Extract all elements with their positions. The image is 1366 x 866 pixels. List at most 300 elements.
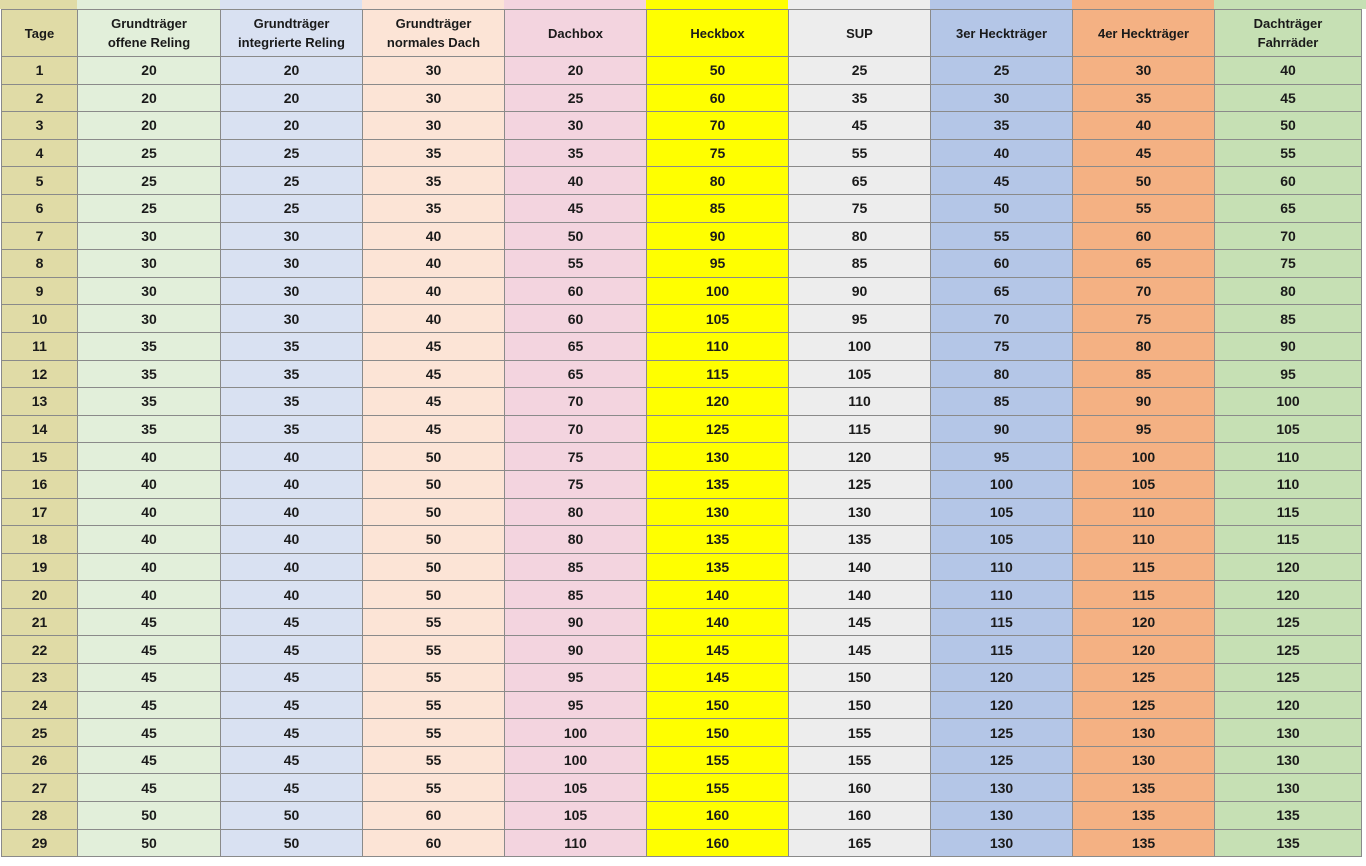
price-cell: 130 — [647, 443, 789, 471]
price-cell: 85 — [1073, 360, 1215, 388]
strip-segment — [504, 0, 646, 9]
price-cell: 45 — [78, 719, 221, 747]
table-row — [2, 415, 1362, 443]
price-cell: 50 — [78, 802, 221, 830]
price-cell: 75 — [931, 332, 1073, 360]
table-row — [2, 608, 1362, 636]
price-cell: 40 — [505, 167, 647, 195]
price-cell: 30 — [221, 222, 363, 250]
price-cell: 130 — [647, 498, 789, 526]
price-cell: 135 — [1073, 829, 1215, 857]
strip-segment — [220, 0, 362, 9]
price-cell: 60 — [505, 277, 647, 305]
column-header — [78, 10, 221, 57]
price-cell: 30 — [221, 305, 363, 333]
price-cell: 95 — [789, 305, 931, 333]
price-cell: 115 — [1215, 526, 1362, 554]
price-cell: 80 — [505, 526, 647, 554]
price-cell: 60 — [1215, 167, 1362, 195]
price-cell: 30 — [221, 250, 363, 278]
price-cell: 25 — [78, 167, 221, 195]
price-cell: 100 — [647, 277, 789, 305]
day-cell: 23 — [2, 664, 78, 692]
column-header-line: Dachträger — [1253, 16, 1323, 31]
price-cell: 40 — [363, 305, 505, 333]
table-row — [2, 167, 1362, 195]
price-cell: 30 — [363, 112, 505, 140]
price-cell: 40 — [78, 553, 221, 581]
price-cell: 45 — [363, 332, 505, 360]
price-cell: 30 — [78, 277, 221, 305]
price-cell: 25 — [931, 57, 1073, 85]
price-cell: 70 — [647, 112, 789, 140]
day-cell: 9 — [2, 277, 78, 305]
price-cell: 110 — [931, 581, 1073, 609]
price-cell: 40 — [78, 526, 221, 554]
price-cell: 45 — [78, 608, 221, 636]
price-cell: 75 — [505, 443, 647, 471]
price-cell: 90 — [1073, 388, 1215, 416]
price-cell: 115 — [1073, 553, 1215, 581]
price-cell: 40 — [78, 581, 221, 609]
price-cell: 55 — [363, 664, 505, 692]
price-cell: 50 — [363, 498, 505, 526]
price-cell: 135 — [647, 553, 789, 581]
column-header-line: Dachbox — [548, 25, 603, 41]
price-cell: 165 — [789, 829, 931, 857]
price-cell: 60 — [1073, 222, 1215, 250]
price-cell: 40 — [1215, 57, 1362, 85]
price-cell: 80 — [1073, 332, 1215, 360]
price-cell: 40 — [78, 498, 221, 526]
price-cell: 120 — [789, 443, 931, 471]
price-cell: 135 — [1215, 802, 1362, 830]
price-cell: 60 — [647, 84, 789, 112]
price-cell: 35 — [363, 194, 505, 222]
price-cell: 80 — [789, 222, 931, 250]
price-cell: 45 — [1073, 139, 1215, 167]
strip-segment — [930, 0, 1072, 9]
price-cell: 45 — [363, 360, 505, 388]
table-row — [2, 691, 1362, 719]
price-cell: 45 — [363, 415, 505, 443]
table-row — [2, 57, 1362, 85]
price-cell: 20 — [221, 57, 363, 85]
day-cell: 21 — [2, 608, 78, 636]
price-cell: 55 — [363, 774, 505, 802]
price-cell: 120 — [931, 664, 1073, 692]
column-header — [789, 10, 931, 57]
column-header — [363, 10, 505, 57]
price-cell: 110 — [789, 388, 931, 416]
price-cell: 125 — [1215, 608, 1362, 636]
price-cell: 35 — [931, 112, 1073, 140]
table-row — [2, 277, 1362, 305]
price-cell: 110 — [931, 553, 1073, 581]
price-cell: 105 — [505, 802, 647, 830]
price-cell: 70 — [505, 388, 647, 416]
table-row — [2, 470, 1362, 498]
price-cell: 120 — [647, 388, 789, 416]
column-header — [647, 10, 789, 57]
strip-segment — [362, 0, 504, 9]
price-cell: 125 — [1073, 664, 1215, 692]
price-cell: 135 — [647, 526, 789, 554]
table-row — [2, 526, 1362, 554]
price-cell: 50 — [505, 222, 647, 250]
price-cell: 85 — [789, 250, 931, 278]
strip-segment — [1214, 0, 1366, 9]
table-row — [2, 332, 1362, 360]
price-cell: 125 — [1215, 636, 1362, 664]
table-row — [2, 360, 1362, 388]
price-cell: 45 — [221, 719, 363, 747]
day-cell: 18 — [2, 526, 78, 554]
price-cell: 30 — [78, 305, 221, 333]
price-cell: 130 — [1073, 719, 1215, 747]
price-cell: 75 — [789, 194, 931, 222]
column-header-line: Grundträger — [253, 16, 330, 31]
table-row — [2, 388, 1362, 416]
price-cell: 95 — [647, 250, 789, 278]
price-cell: 55 — [1215, 139, 1362, 167]
price-cell: 95 — [1215, 360, 1362, 388]
price-cell: 45 — [78, 691, 221, 719]
price-cell: 135 — [647, 470, 789, 498]
price-cell: 120 — [1215, 581, 1362, 609]
table-row — [2, 498, 1362, 526]
price-cell: 35 — [363, 139, 505, 167]
rental-price-table — [1, 9, 1362, 857]
day-cell: 2 — [2, 84, 78, 112]
price-cell: 20 — [221, 112, 363, 140]
day-cell: 11 — [2, 332, 78, 360]
price-cell: 110 — [1073, 498, 1215, 526]
price-cell: 25 — [221, 139, 363, 167]
price-cell: 120 — [1215, 553, 1362, 581]
price-cell: 65 — [931, 277, 1073, 305]
price-cell: 140 — [647, 581, 789, 609]
column-header — [931, 10, 1073, 57]
price-cell: 120 — [931, 691, 1073, 719]
price-cell: 160 — [789, 802, 931, 830]
price-cell: 50 — [78, 829, 221, 857]
price-cell: 75 — [1215, 250, 1362, 278]
price-cell: 45 — [221, 608, 363, 636]
price-cell: 110 — [647, 332, 789, 360]
price-cell: 65 — [505, 360, 647, 388]
price-cell: 115 — [931, 608, 1073, 636]
day-cell: 6 — [2, 194, 78, 222]
day-cell: 12 — [2, 360, 78, 388]
day-cell: 5 — [2, 167, 78, 195]
column-header-line: Heckbox — [690, 25, 745, 41]
price-cell: 105 — [647, 305, 789, 333]
table-row — [2, 112, 1362, 140]
day-cell: 25 — [2, 719, 78, 747]
column-color-strip — [0, 0, 1366, 9]
day-cell: 24 — [2, 691, 78, 719]
price-cell: 90 — [1215, 332, 1362, 360]
price-cell: 55 — [505, 250, 647, 278]
price-cell: 35 — [78, 415, 221, 443]
price-cell: 95 — [505, 664, 647, 692]
price-cell: 140 — [789, 553, 931, 581]
price-cell: 80 — [647, 167, 789, 195]
day-cell: 17 — [2, 498, 78, 526]
price-cell: 60 — [931, 250, 1073, 278]
price-cell: 50 — [647, 57, 789, 85]
price-cell: 30 — [1073, 57, 1215, 85]
price-cell: 35 — [789, 84, 931, 112]
price-cell: 150 — [647, 691, 789, 719]
day-cell: 13 — [2, 388, 78, 416]
table-row — [2, 581, 1362, 609]
column-header — [1073, 10, 1215, 57]
table-row — [2, 719, 1362, 747]
price-cell: 45 — [931, 167, 1073, 195]
day-cell: 28 — [2, 802, 78, 830]
price-cell: 90 — [789, 277, 931, 305]
price-cell: 30 — [78, 222, 221, 250]
table-row — [2, 553, 1362, 581]
price-cell: 45 — [78, 746, 221, 774]
price-cell: 125 — [789, 470, 931, 498]
price-cell: 85 — [505, 553, 647, 581]
price-cell: 75 — [647, 139, 789, 167]
price-cell: 55 — [363, 746, 505, 774]
price-cell: 130 — [931, 774, 1073, 802]
price-cell: 65 — [789, 167, 931, 195]
price-cell: 155 — [789, 746, 931, 774]
price-cell: 45 — [221, 746, 363, 774]
price-cell: 135 — [1073, 774, 1215, 802]
price-cell: 35 — [505, 139, 647, 167]
price-cell: 115 — [647, 360, 789, 388]
price-cell: 40 — [78, 443, 221, 471]
price-cell: 40 — [363, 222, 505, 250]
price-cell: 20 — [505, 57, 647, 85]
price-cell: 60 — [363, 829, 505, 857]
price-cell: 40 — [78, 470, 221, 498]
price-cell: 80 — [1215, 277, 1362, 305]
price-cell: 30 — [363, 84, 505, 112]
price-cell: 25 — [221, 194, 363, 222]
price-cell: 115 — [1073, 581, 1215, 609]
strip-segment — [646, 0, 788, 9]
column-header — [2, 10, 78, 57]
price-cell: 20 — [221, 84, 363, 112]
price-cell: 30 — [363, 57, 505, 85]
header-row — [2, 10, 1362, 57]
price-cell: 105 — [1073, 470, 1215, 498]
price-cell: 70 — [1073, 277, 1215, 305]
price-cell: 100 — [931, 470, 1073, 498]
price-cell: 45 — [505, 194, 647, 222]
day-cell: 10 — [2, 305, 78, 333]
price-cell: 40 — [221, 470, 363, 498]
price-cell: 95 — [505, 691, 647, 719]
price-cell: 130 — [1215, 746, 1362, 774]
price-cell: 120 — [1073, 636, 1215, 664]
day-cell: 3 — [2, 112, 78, 140]
price-cell: 25 — [78, 194, 221, 222]
price-cell: 145 — [647, 636, 789, 664]
price-cell: 160 — [647, 802, 789, 830]
column-header-line: Tage — [24, 25, 55, 41]
price-cell: 35 — [78, 332, 221, 360]
price-cell: 110 — [1073, 526, 1215, 554]
table-row — [2, 250, 1362, 278]
price-cell: 50 — [363, 443, 505, 471]
table-row — [2, 194, 1362, 222]
price-cell: 35 — [1073, 84, 1215, 112]
price-cell: 150 — [789, 664, 931, 692]
price-cell: 125 — [931, 746, 1073, 774]
table-row — [2, 774, 1362, 802]
table-body — [2, 57, 1362, 857]
price-cell: 130 — [789, 498, 931, 526]
price-cell: 130 — [1215, 719, 1362, 747]
price-cell: 140 — [789, 581, 931, 609]
price-cell: 125 — [1073, 691, 1215, 719]
column-header-line: 4er Heckträger — [1097, 25, 1190, 41]
price-cell: 20 — [78, 112, 221, 140]
price-cell: 155 — [647, 774, 789, 802]
table-row — [2, 84, 1362, 112]
price-cell: 100 — [789, 332, 931, 360]
price-cell: 45 — [1215, 84, 1362, 112]
price-cell: 125 — [931, 719, 1073, 747]
price-cell: 20 — [78, 84, 221, 112]
column-header-line: Fahrräder — [1257, 35, 1319, 50]
price-cell: 160 — [789, 774, 931, 802]
table-row — [2, 664, 1362, 692]
price-cell: 145 — [789, 608, 931, 636]
price-cell: 85 — [1215, 305, 1362, 333]
price-cell: 105 — [1215, 415, 1362, 443]
price-cell: 130 — [931, 829, 1073, 857]
price-cell: 50 — [221, 829, 363, 857]
day-cell: 8 — [2, 250, 78, 278]
price-cell: 115 — [1215, 498, 1362, 526]
price-cell: 100 — [1215, 388, 1362, 416]
price-cell: 90 — [505, 608, 647, 636]
price-cell: 85 — [505, 581, 647, 609]
price-cell: 30 — [221, 277, 363, 305]
table-row — [2, 139, 1362, 167]
price-cell: 70 — [1215, 222, 1362, 250]
price-cell: 75 — [1073, 305, 1215, 333]
price-cell: 120 — [1073, 608, 1215, 636]
price-cell: 90 — [931, 415, 1073, 443]
price-cell: 115 — [789, 415, 931, 443]
price-cell: 55 — [363, 719, 505, 747]
day-cell: 29 — [2, 829, 78, 857]
price-cell: 35 — [363, 167, 505, 195]
price-cell: 50 — [221, 802, 363, 830]
price-cell: 40 — [1073, 112, 1215, 140]
price-cell: 50 — [1215, 112, 1362, 140]
price-cell: 80 — [931, 360, 1073, 388]
price-cell: 85 — [647, 194, 789, 222]
price-cell: 150 — [647, 719, 789, 747]
price-cell: 50 — [363, 470, 505, 498]
table-row — [2, 746, 1362, 774]
price-cell: 100 — [505, 719, 647, 747]
price-cell: 105 — [789, 360, 931, 388]
price-cell: 30 — [78, 250, 221, 278]
price-cell: 75 — [505, 470, 647, 498]
price-cell: 105 — [931, 526, 1073, 554]
price-cell: 150 — [789, 691, 931, 719]
price-cell: 95 — [1073, 415, 1215, 443]
price-cell: 55 — [1073, 194, 1215, 222]
day-cell: 4 — [2, 139, 78, 167]
table-row — [2, 829, 1362, 857]
price-cell: 125 — [647, 415, 789, 443]
table-row — [2, 636, 1362, 664]
price-cell: 45 — [78, 664, 221, 692]
price-cell: 85 — [931, 388, 1073, 416]
price-cell: 65 — [505, 332, 647, 360]
column-header — [505, 10, 647, 57]
price-cell: 20 — [78, 57, 221, 85]
price-cell: 130 — [1073, 746, 1215, 774]
day-cell: 19 — [2, 553, 78, 581]
price-cell: 50 — [1073, 167, 1215, 195]
price-cell: 125 — [1215, 664, 1362, 692]
column-header-line: 3er Heckträger — [955, 25, 1048, 41]
price-cell: 55 — [363, 636, 505, 664]
price-cell: 155 — [647, 746, 789, 774]
price-cell: 100 — [505, 746, 647, 774]
column-header-line: Grundträger — [395, 16, 472, 31]
price-cell: 55 — [363, 691, 505, 719]
day-cell: 14 — [2, 415, 78, 443]
price-cell: 50 — [363, 553, 505, 581]
column-header — [1215, 10, 1362, 57]
day-cell: 22 — [2, 636, 78, 664]
day-cell: 20 — [2, 581, 78, 609]
price-cell: 100 — [1073, 443, 1215, 471]
price-cell: 45 — [221, 664, 363, 692]
price-cell: 120 — [1215, 691, 1362, 719]
price-cell: 45 — [363, 388, 505, 416]
price-cell: 145 — [647, 664, 789, 692]
price-cell: 55 — [789, 139, 931, 167]
day-cell: 7 — [2, 222, 78, 250]
price-cell: 25 — [789, 57, 931, 85]
table-row — [2, 222, 1362, 250]
column-header-line: integrierte Reling — [238, 35, 345, 50]
price-cell: 110 — [1215, 443, 1362, 471]
price-cell: 35 — [221, 415, 363, 443]
price-cell: 40 — [221, 581, 363, 609]
price-cell: 145 — [789, 636, 931, 664]
price-cell: 55 — [931, 222, 1073, 250]
price-cell: 45 — [789, 112, 931, 140]
price-cell: 155 — [789, 719, 931, 747]
price-cell: 40 — [221, 498, 363, 526]
price-cell: 35 — [78, 360, 221, 388]
day-cell: 27 — [2, 774, 78, 802]
price-cell: 135 — [1073, 802, 1215, 830]
column-header-line: Grundträger — [111, 16, 187, 31]
column-header-line: SUP — [846, 25, 873, 41]
column-header — [221, 10, 363, 57]
column-header-line: normales Dach — [386, 35, 481, 50]
